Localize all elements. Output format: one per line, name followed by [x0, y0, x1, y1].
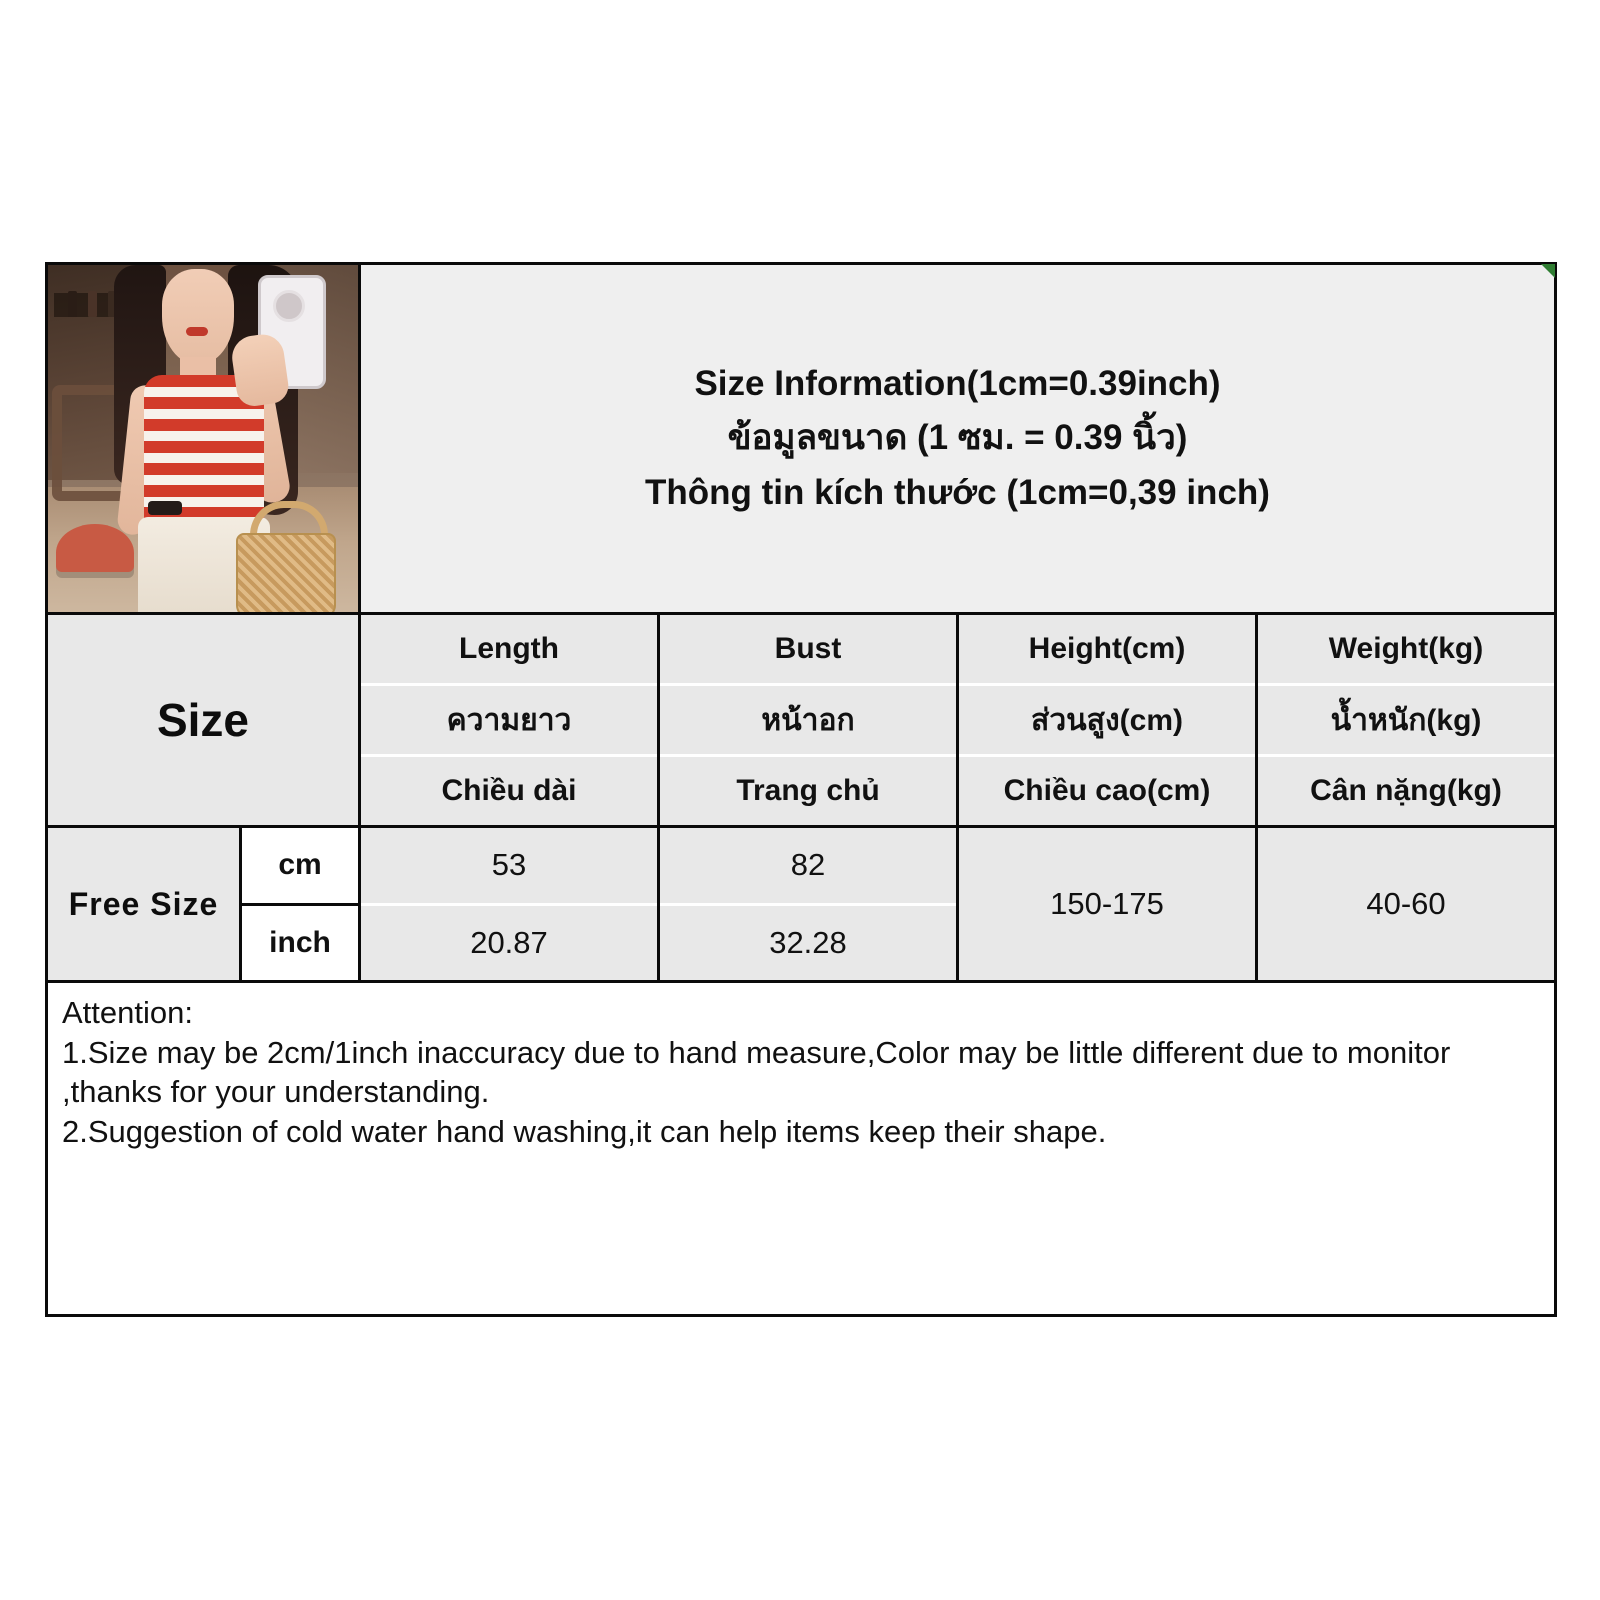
title-en: Size Information(1cm=0.39inch)	[694, 364, 1221, 404]
attention-heading: Attention:	[62, 995, 193, 1030]
header-height-vi: Chiều cao(cm)	[959, 757, 1255, 825]
length-inch-value: 20.87	[361, 906, 657, 981]
column-header-bust	[660, 615, 959, 828]
model-face	[162, 269, 234, 365]
bust-inch-value: 32.28	[660, 906, 956, 981]
model-watch	[148, 501, 182, 515]
length-cm-value: 53	[361, 828, 657, 906]
table-row	[48, 828, 1554, 983]
model-lips	[186, 327, 208, 336]
unit-inch: inch	[242, 906, 358, 981]
header-height-th: ส่วนสูง(cm)	[959, 686, 1255, 757]
header-weight-vi: Cân nặng(kg)	[1258, 757, 1554, 825]
green-corner-marker	[1541, 264, 1555, 278]
title-vi: Thông tin kích thước (1cm=0,39 inch)	[645, 472, 1270, 512]
header-length-en: Length	[361, 615, 657, 686]
header-weight-th: น้ำหนัก(kg)	[1258, 686, 1554, 757]
size-chart-frame	[45, 262, 1557, 1317]
column-header-length	[361, 615, 660, 828]
height-value: 150-175	[959, 828, 1258, 980]
header-height-en: Height(cm)	[959, 615, 1255, 686]
bust-cm-value: 82	[660, 828, 956, 906]
header-bust-en: Bust	[660, 615, 956, 686]
header-bust-vi: Trang chủ	[660, 757, 956, 825]
column-header-row	[48, 615, 1554, 828]
attention-note-2: 2.Suggestion of cold water hand washing,it can help items keep their shape.	[62, 1114, 1107, 1150]
attention-note-1: 1.Size may be 2cm/1inch inaccuracy due to hand measure,Color may be little different due to monitor ,thanks for your understanding.	[62, 1034, 1451, 1110]
length-values	[361, 828, 660, 980]
attention-block	[48, 983, 1554, 1152]
row-size-label: Free Size	[48, 828, 242, 980]
header-weight-en: Weight(kg)	[1258, 615, 1554, 686]
unit-cm: cm	[242, 828, 358, 906]
photo-model	[108, 265, 308, 612]
column-header-weight	[1258, 615, 1554, 828]
phone-camera-icon	[273, 290, 305, 322]
column-header-height	[959, 615, 1258, 828]
chart-header-row	[48, 265, 1554, 615]
title-th: ข้อมูลขนาด (1 ซม. = 0.39 นิ้ว)	[727, 418, 1188, 458]
photo-bottle	[68, 291, 77, 317]
title-block	[361, 265, 1554, 615]
header-length-th: ความยาว	[361, 686, 657, 757]
photo-bottle	[88, 291, 97, 317]
header-bust-th: หน้าอก	[660, 686, 956, 757]
unit-column	[242, 828, 361, 980]
header-length-vi: Chiều dài	[361, 757, 657, 825]
model-photo	[48, 265, 361, 615]
straw-bag	[236, 533, 336, 615]
bust-values	[660, 828, 959, 980]
weight-value: 40-60	[1258, 828, 1554, 980]
size-corner-label: Size	[48, 615, 361, 828]
